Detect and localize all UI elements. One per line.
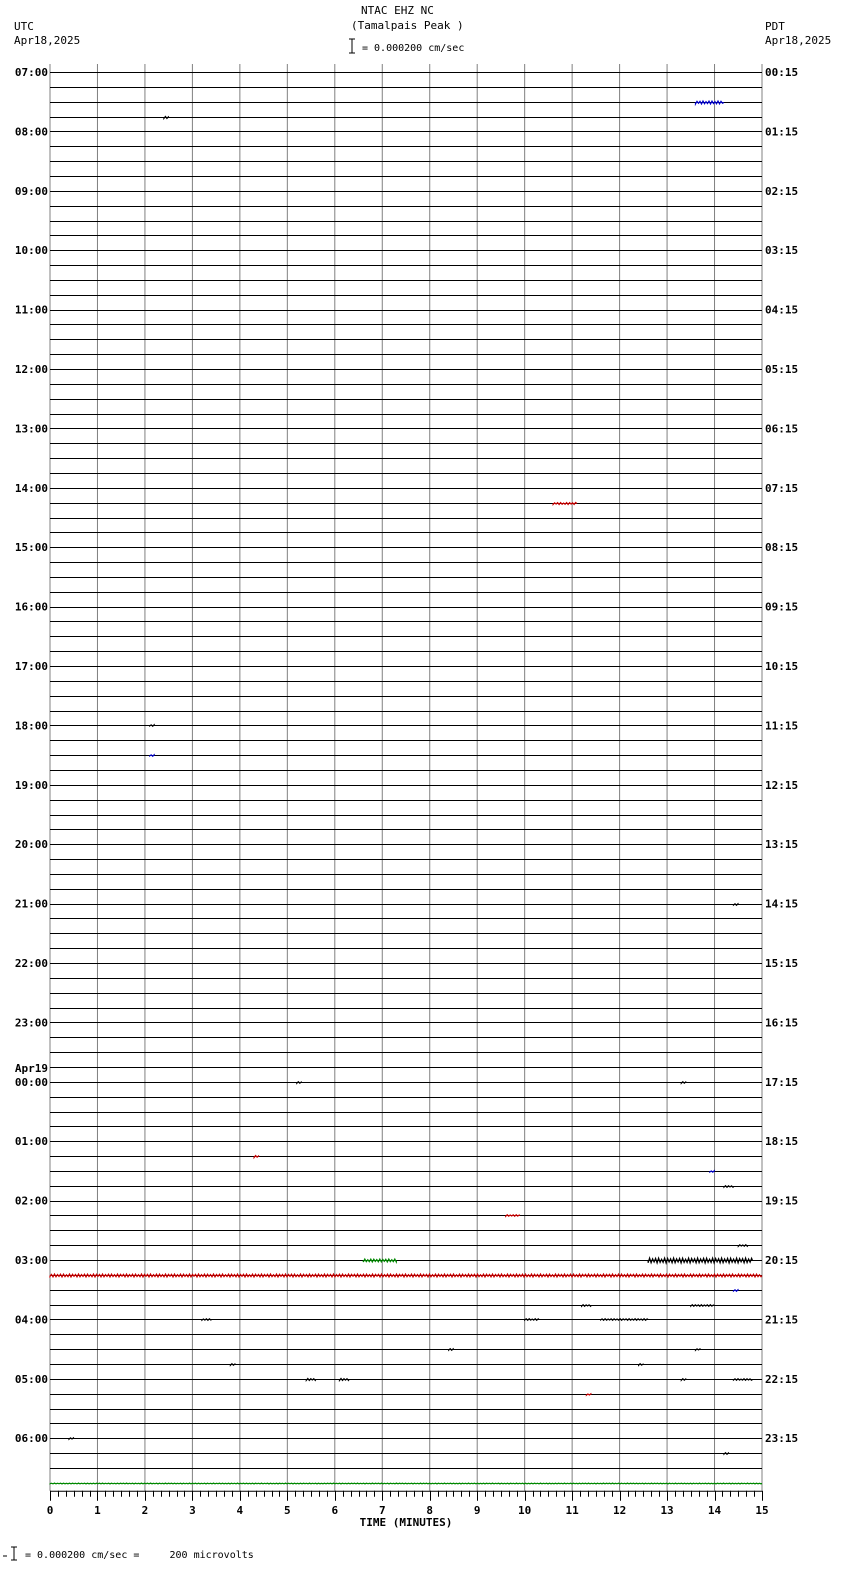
x-axis-title: TIME (MINUTES) <box>359 1515 453 1529</box>
scale-bar-icon <box>349 39 355 53</box>
event-mark-24 <box>230 1364 235 1366</box>
scale-label: = 0.000200 cm/sec <box>362 43 465 54</box>
utc-hour-label-18: 01:00 <box>14 1135 48 1149</box>
event-mark-4 <box>150 755 155 757</box>
footer-scale-note: = 0.000200 cm/sec = 200 microvolts <box>25 1550 254 1561</box>
event-mark-25 <box>639 1364 644 1366</box>
utc-hour-label-14: 21:00 <box>14 897 48 911</box>
event-mark-15 <box>50 1274 762 1277</box>
pdt-hour-label-18: 18:15 <box>765 1135 799 1149</box>
event-mark-17 <box>582 1305 592 1307</box>
event-mark-9 <box>710 1171 715 1173</box>
utc-hour-label-22: 05:00 <box>14 1372 48 1386</box>
event-mark-16 <box>734 1290 739 1292</box>
x-tick-label-2: 2 <box>141 1503 149 1517</box>
utc-hour-label-12: 19:00 <box>14 778 48 792</box>
utc-hour-label-7: 14:00 <box>14 481 48 495</box>
pdt-hour-label-20: 20:15 <box>765 1254 799 1267</box>
event-mark-26 <box>306 1379 316 1381</box>
event-mark-11 <box>506 1215 520 1217</box>
pdt-hour-label-5: 05:15 <box>765 363 799 376</box>
x-tick-label-15: 15 <box>755 1503 769 1517</box>
x-axis <box>47 1491 769 1529</box>
utc-hour-label-6: 13:00 <box>14 422 48 436</box>
vertical-grid <box>50 64 762 1491</box>
utc-hour-label-5: 12:00 <box>14 363 48 376</box>
utc-hour-label-15: 22:00 <box>14 957 48 970</box>
event-mark-32 <box>724 1453 729 1455</box>
utc-hour-label-10: 17:00 <box>14 660 48 673</box>
utc-hour-label-21: 04:00 <box>14 1313 48 1327</box>
event-mark-1 <box>164 117 169 119</box>
utc-hour-label-8: 15:00 <box>14 541 48 555</box>
pdt-hour-label-12: 12:15 <box>765 778 799 792</box>
footer-scale-bar-icon <box>3 1547 17 1560</box>
x-tick-label-8: 8 <box>426 1503 434 1517</box>
event-mark-27 <box>340 1379 350 1381</box>
utc-hour-label-0: 07:00 <box>14 66 48 79</box>
event-mark-33 <box>50 1483 762 1484</box>
pdt-hour-label-4: 04:15 <box>765 303 799 317</box>
event-mark-22 <box>449 1349 454 1351</box>
event-mark-12 <box>738 1245 748 1247</box>
right-date: Apr18,2025 <box>765 34 832 47</box>
utc-hour-label-2: 09:00 <box>14 184 48 198</box>
x-tick-label-13: 13 <box>660 1503 674 1517</box>
pdt-hour-label-17: 17:15 <box>765 1075 799 1089</box>
utc-hour-label-4: 11:00 <box>14 303 48 317</box>
event-mark-14 <box>648 1258 752 1263</box>
utc-hour-label-1: 08:00 <box>14 125 48 139</box>
event-mark-29 <box>734 1379 753 1381</box>
left-timezone: UTC <box>14 20 34 33</box>
pdt-hour-label-16: 16:15 <box>765 1016 799 1030</box>
x-tick-label-9: 9 <box>473 1503 481 1517</box>
pdt-hour-label-1: 01:15 <box>765 125 799 139</box>
event-mark-18 <box>691 1305 715 1307</box>
pdt-hour-label-7: 07:15 <box>765 481 799 495</box>
utc-hour-label-9: 16:00 <box>14 600 48 614</box>
pdt-hour-label-9: 09:15 <box>765 600 799 614</box>
trace-lines <box>50 73 762 1484</box>
x-tick-label-14: 14 <box>707 1503 722 1517</box>
utc-hour-label-23: 06:00 <box>14 1432 48 1446</box>
event-mark-7 <box>681 1082 686 1084</box>
event-mark-8 <box>254 1156 259 1158</box>
pdt-hour-label-21: 21:15 <box>765 1313 799 1327</box>
x-tick-label-12: 12 <box>612 1503 627 1517</box>
station-location: (Tamalpais Peak ) <box>351 19 464 32</box>
pdt-hour-label-23: 23:15 <box>765 1432 799 1446</box>
utc-hour-label-3: 10:00 <box>14 244 48 258</box>
event-mark-20 <box>525 1319 539 1321</box>
x-tick-label-11: 11 <box>565 1503 579 1517</box>
station-title: NTAC EHZ NC <box>361 4 434 17</box>
left-date: Apr18,2025 <box>14 34 81 47</box>
event-mark-19 <box>202 1319 212 1321</box>
pdt-hour-label-6: 06:15 <box>765 422 799 436</box>
event-mark-21 <box>601 1319 649 1321</box>
utc-hour-label-17: 00:00 <box>14 1075 48 1089</box>
utc-hour-label-11: 18:00 <box>14 719 48 733</box>
x-tick-label-3: 3 <box>189 1503 196 1517</box>
event-mark-31 <box>69 1438 74 1439</box>
event-mark-23 <box>696 1349 701 1350</box>
pdt-hour-label-15: 15:15 <box>765 957 799 970</box>
date-change-label: Apr19 <box>14 1061 48 1075</box>
pdt-hour-label-11: 11:15 <box>765 719 799 733</box>
utc-hour-label-13: 20:00 <box>14 838 48 852</box>
pdt-hour-label-10: 10:15 <box>765 660 799 673</box>
event-mark-3 <box>150 725 155 727</box>
event-marks <box>50 101 762 1484</box>
pdt-hour-label-3: 03:15 <box>765 244 799 258</box>
x-tick-label-10: 10 <box>518 1503 532 1517</box>
pdt-hour-label-8: 08:15 <box>765 541 799 555</box>
event-mark-30 <box>586 1394 591 1395</box>
x-tick-label-1: 1 <box>94 1503 101 1517</box>
x-tick-label-0: 0 <box>46 1503 54 1517</box>
x-tick-label-6: 6 <box>331 1503 339 1517</box>
right-timezone: PDT <box>765 20 785 33</box>
pdt-hour-label-13: 13:15 <box>765 838 799 852</box>
x-tick-label-5: 5 <box>284 1503 291 1517</box>
pdt-hour-label-2: 02:15 <box>765 184 799 198</box>
event-mark-6 <box>297 1082 302 1084</box>
utc-hour-label-20: 03:00 <box>14 1254 48 1267</box>
pdt-hour-label-22: 22:15 <box>765 1372 799 1386</box>
event-mark-28 <box>681 1379 686 1381</box>
event-mark-2 <box>553 503 577 505</box>
pdt-hour-label-14: 14:15 <box>765 897 799 911</box>
utc-hour-label-19: 02:00 <box>14 1194 48 1208</box>
event-mark-10 <box>724 1186 734 1188</box>
event-mark-0 <box>696 101 725 104</box>
pdt-hour-label-0: 00:15 <box>765 66 799 79</box>
utc-hour-label-16: 23:00 <box>14 1016 48 1030</box>
x-tick-label-7: 7 <box>378 1503 386 1517</box>
pdt-hour-label-19: 19:15 <box>765 1194 799 1208</box>
x-tick-label-4: 4 <box>236 1503 244 1517</box>
event-mark-5 <box>734 904 739 906</box>
